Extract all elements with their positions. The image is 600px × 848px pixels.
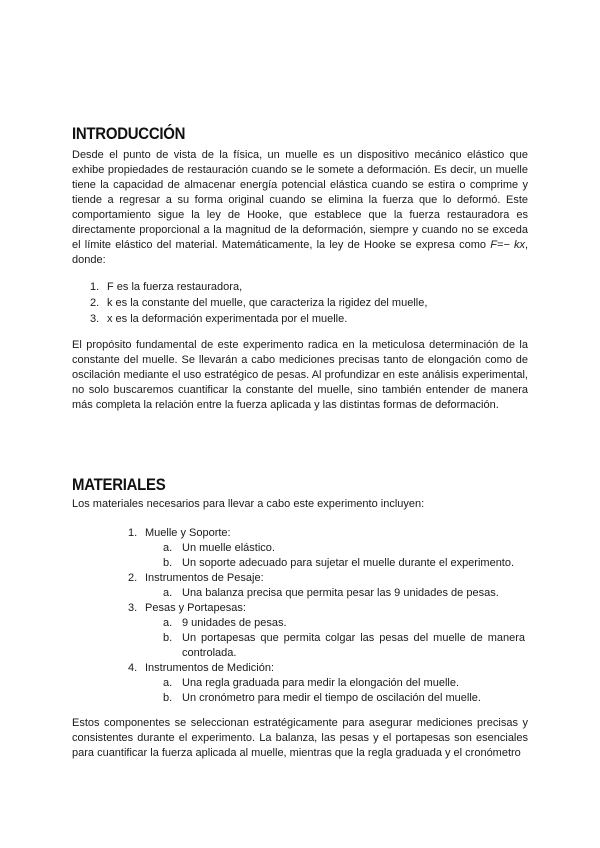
- intro-text: Desde el punto de vista de la física, un muelle es un dispositivo mecánico elástico que exhibe propiedades de restauración cuando se le somete a deformación. Es decir, un muelle tiene la capacidad de almacenar energía potencial elástica cuando se estira o comprime y tiende a regresar a su forma original cuando se elimina la fuerza que lo deformó. Este comportamiento sigue la ley de Hooke, que establece que la fuerza restauradora es directamente proporcional a la magnitud de la deformación, siempre y cuando no se exceda el límite elástico del material. Matemáticamente, la ley de Hooke se expresa como: [72, 149, 528, 251]
- item-text: Una balanza precisa que permita pesar las 9 unidades de pesas.: [182, 587, 499, 599]
- group-marker: 2.: [128, 572, 138, 584]
- list-item: [163, 676, 525, 691]
- list-marker: b.: [163, 557, 173, 569]
- group-label: Muelle y Soporte:: [145, 527, 231, 539]
- materials-intro: Los materiales necesarios para llevar a cabo este experimento incluyen:: [72, 498, 425, 510]
- group-label: Pesas y Portapesas:: [145, 602, 246, 614]
- definition-text: F es la fuerza restauradora,: [107, 281, 243, 293]
- item-text: Un cronómetro para medir el tiempo de oscilación del muelle.: [182, 692, 481, 704]
- list-marker: 1.: [90, 281, 100, 293]
- intro-text-end: , donde:: [72, 239, 529, 266]
- group-marker: 4.: [128, 662, 138, 674]
- list-item: [163, 616, 525, 631]
- intro-heading: INTRODUCCIÓN: [72, 124, 186, 143]
- item-text: Una regla graduada para medir la elongación del muelle.: [182, 677, 460, 689]
- materials-sublist: [163, 541, 525, 571]
- group-label: Instrumentos de Medición:: [145, 662, 275, 674]
- list-item: [163, 586, 525, 601]
- group-marker: 1.: [128, 527, 138, 539]
- list-item: [90, 312, 427, 327]
- purpose-paragraph: El propósito fundamental de este experimento radica en la meticulosa determinación de la constante del muelle. Se llevarán a cabo mediciones precisas tanto de elongación como de oscilación mediante el uso estratégico de pesas. Al profundizar en este análisis experimental, no solo buscaremos cuantificar la constante del muelle, sino también entender de manera más completa la relación entre la fuerza aplicada y las distintas formas de deformación.: [72, 339, 528, 411]
- list-marker: 2.: [90, 297, 100, 309]
- item-text: Un soporte adecuado para sujetar el muelle durante el experimento.: [182, 557, 515, 569]
- list-marker: a.: [163, 677, 173, 689]
- item-text: Un muelle elástico.: [182, 542, 275, 554]
- hooke-formula: F=− kx: [490, 239, 525, 251]
- list-item: [90, 280, 427, 295]
- list-item: [163, 541, 525, 556]
- list-item: [90, 296, 428, 311]
- definition-text: x es la deformación experimentada por el muelle.: [107, 313, 348, 325]
- item-text: 9 unidades de pesas.: [182, 617, 287, 629]
- list-marker: a.: [163, 587, 173, 599]
- list-marker: 3.: [90, 313, 100, 325]
- list-item: [163, 556, 525, 571]
- list-marker: a.: [163, 542, 173, 554]
- materials-sublist: [163, 616, 525, 661]
- materials-heading: MATERIALES: [72, 475, 166, 494]
- list-marker: b.: [163, 692, 173, 704]
- group-label: Instrumentos de Pesaje:: [145, 572, 264, 584]
- intro-paragraph: [72, 148, 528, 268]
- list-item: [163, 691, 525, 706]
- list-item: [163, 631, 525, 661]
- materials-group: [128, 661, 525, 706]
- materials-group: [128, 601, 525, 661]
- definition-text: k es la constante del muelle, que caracteriza la rigidez del muelle,: [107, 297, 428, 309]
- definitions-list: [90, 280, 428, 327]
- materials-sublist: [163, 676, 525, 706]
- list-marker: a.: [163, 617, 173, 629]
- materials-list: [128, 526, 525, 706]
- materials-sublist: [163, 586, 525, 601]
- group-marker: 3.: [128, 602, 138, 614]
- materials-group: [128, 526, 525, 571]
- closing-paragraph: Estos componentes se seleccionan estratégicamente para asegurar mediciones precisas y consistentes durante el experimento. La balanza, las pesas y el portapesas son esenciales para cuantificar la fuerza aplicada al muelle, mientras que la regla graduada y el cronómetro: [72, 717, 528, 759]
- item-text: Un portapesas que permita colgar las pesas del muelle de manera controlada.: [182, 632, 525, 659]
- materials-group: [128, 571, 525, 601]
- list-marker: b.: [163, 632, 173, 644]
